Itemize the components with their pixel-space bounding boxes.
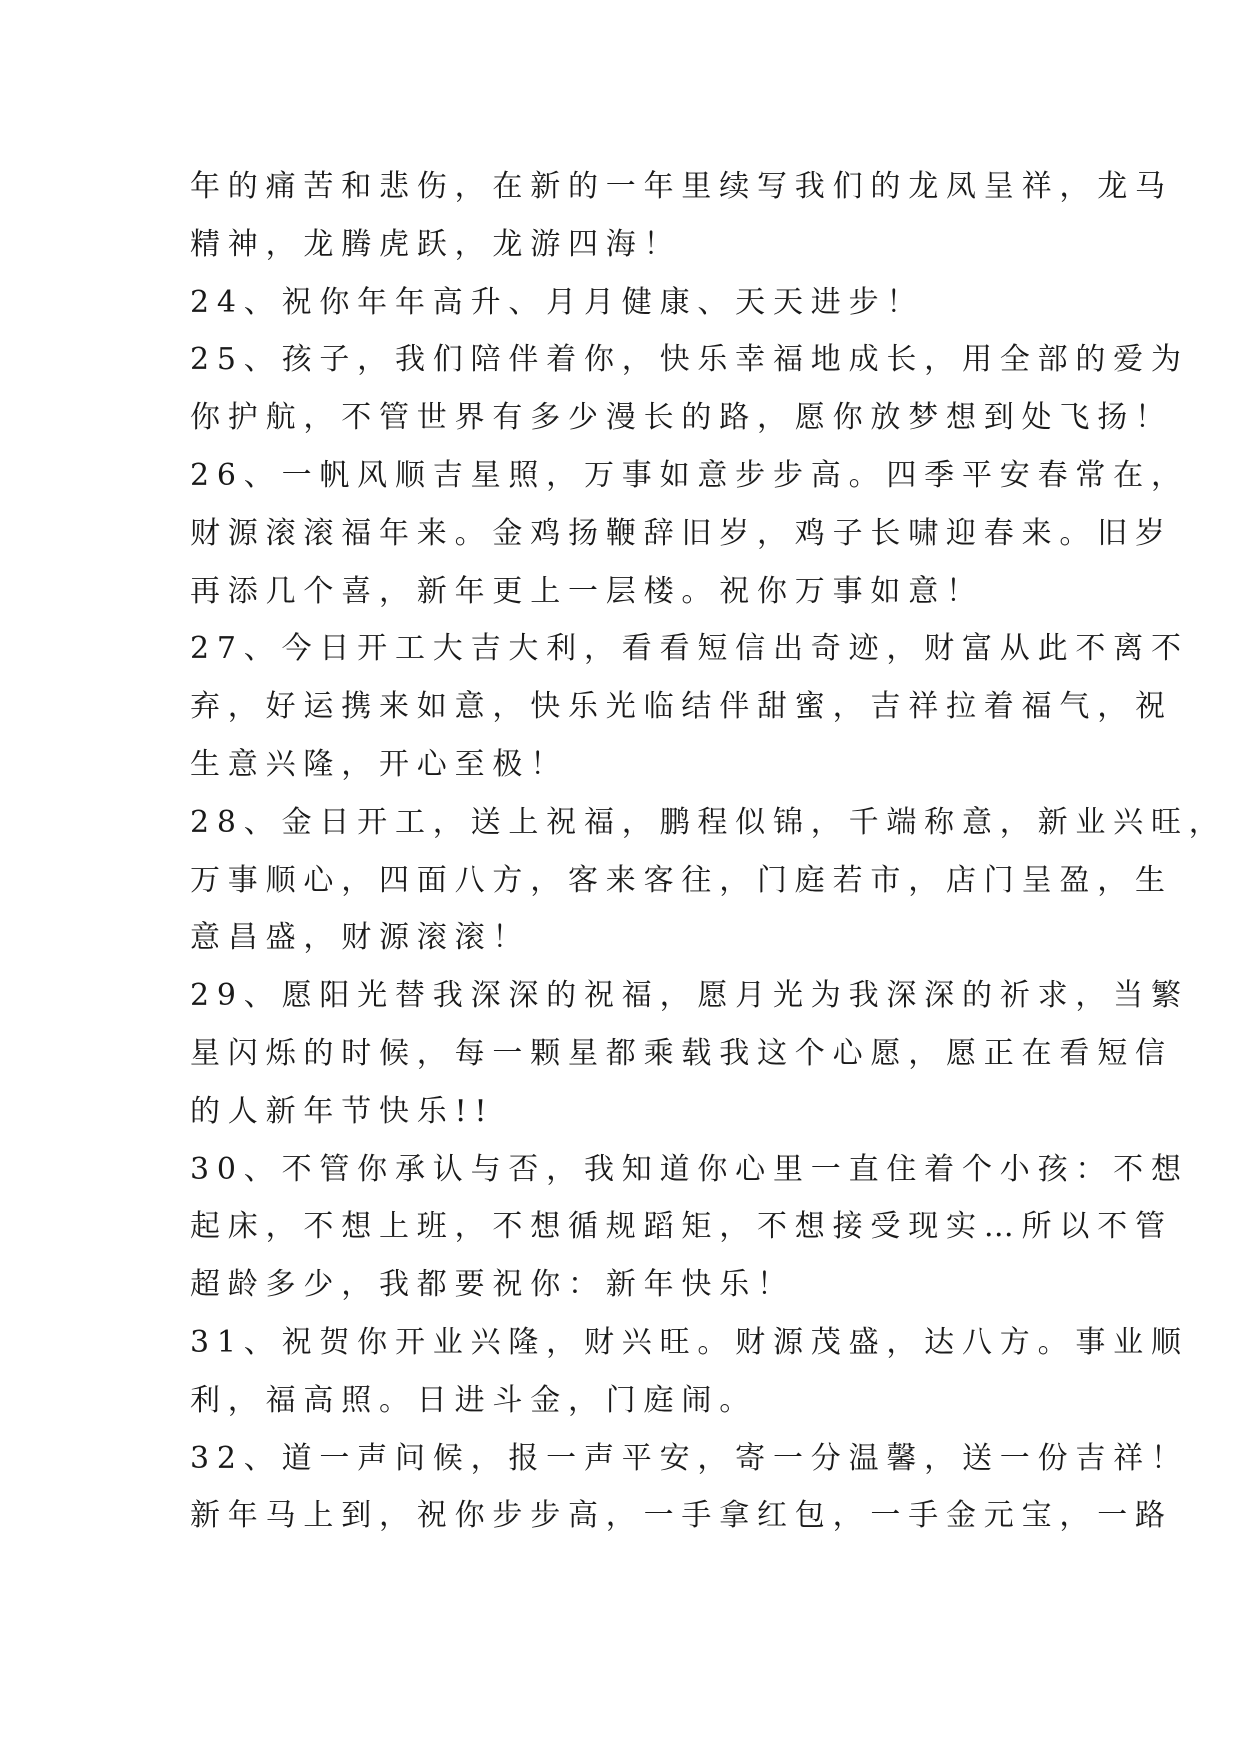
text-line: 生意兴隆，开心至极！ <box>190 746 568 782</box>
text-line: 再添几个喜，新年更上一层楼。祝你万事如意！ <box>190 573 984 609</box>
text-line: 意昌盛，财源滚滚！ <box>190 920 531 956</box>
text-line: 利，福高照。日进斗金，门庭闹。 <box>190 1382 757 1418</box>
text-line: 24、祝你年年高升、月月健康、天天进步！ <box>190 284 925 320</box>
text-line: 29、愿阳光替我深深的祝福，愿月光为我深深的祈求，当繁 <box>190 978 1189 1014</box>
text-line: 26、一帆风顺吉星照，万事如意步步高。四季平安春常在， <box>190 457 1189 493</box>
document-body <box>190 158 1227 1545</box>
text-line: 弃，好运携来如意，快乐光临结伴甜蜜，吉祥拉着福气，祝 <box>190 689 1173 725</box>
text-line: 28、金日开工，送上祝福，鹏程似锦，千端称意，新业兴旺， <box>190 804 1227 840</box>
text-line: 起床，不想上班，不想循规蹈矩，不想接受现实…所以不管 <box>190 1209 1173 1245</box>
text-line: 你护航，不管世界有多少漫长的路，愿你放梦想到处飞扬！ <box>190 400 1173 436</box>
text-line: 星闪烁的时候，每一颗星都乘载我这个心愿，愿正在看短信 <box>190 1035 1173 1071</box>
text-line: 精神，龙腾虎跃，龙游四海！ <box>190 226 682 262</box>
text-line: 年的痛苦和悲伤，在新的一年里续写我们的龙凤呈祥，龙马 <box>190 169 1173 204</box>
text-line: 27、今日开工大吉大利，看看短信出奇迹，财富从此不离不 <box>190 631 1189 667</box>
text-line: 万事顺心，四面八方，客来客往，门庭若市，店门呈盈，生 <box>190 862 1173 898</box>
text-line: 财源滚滚福年来。金鸡扬鞭辞旧岁，鸡子长啸迎春来。旧岁 <box>190 515 1173 551</box>
text-line: 超龄多少，我都要祝你：新年快乐！ <box>190 1267 795 1303</box>
text-line: 的人新年节快乐!! <box>190 1093 495 1129</box>
text-line: 新年马上到，祝你步步高，一手拿红包，一手金元宝，一路 <box>190 1498 1173 1534</box>
text-line: 25、孩子，我们陪伴着你，快乐幸福地成长，用全部的爱为 <box>190 342 1189 378</box>
text-line: 31、祝贺你开业兴隆，财兴旺。财源茂盛，达八方。事业顺 <box>190 1324 1189 1360</box>
text-line: 32、道一声问候，报一声平安，寄一分温馨，送一份吉祥！ <box>190 1440 1189 1476</box>
text-line: 30、不管你承认与否，我知道你心里一直住着个小孩：不想 <box>190 1151 1189 1187</box>
